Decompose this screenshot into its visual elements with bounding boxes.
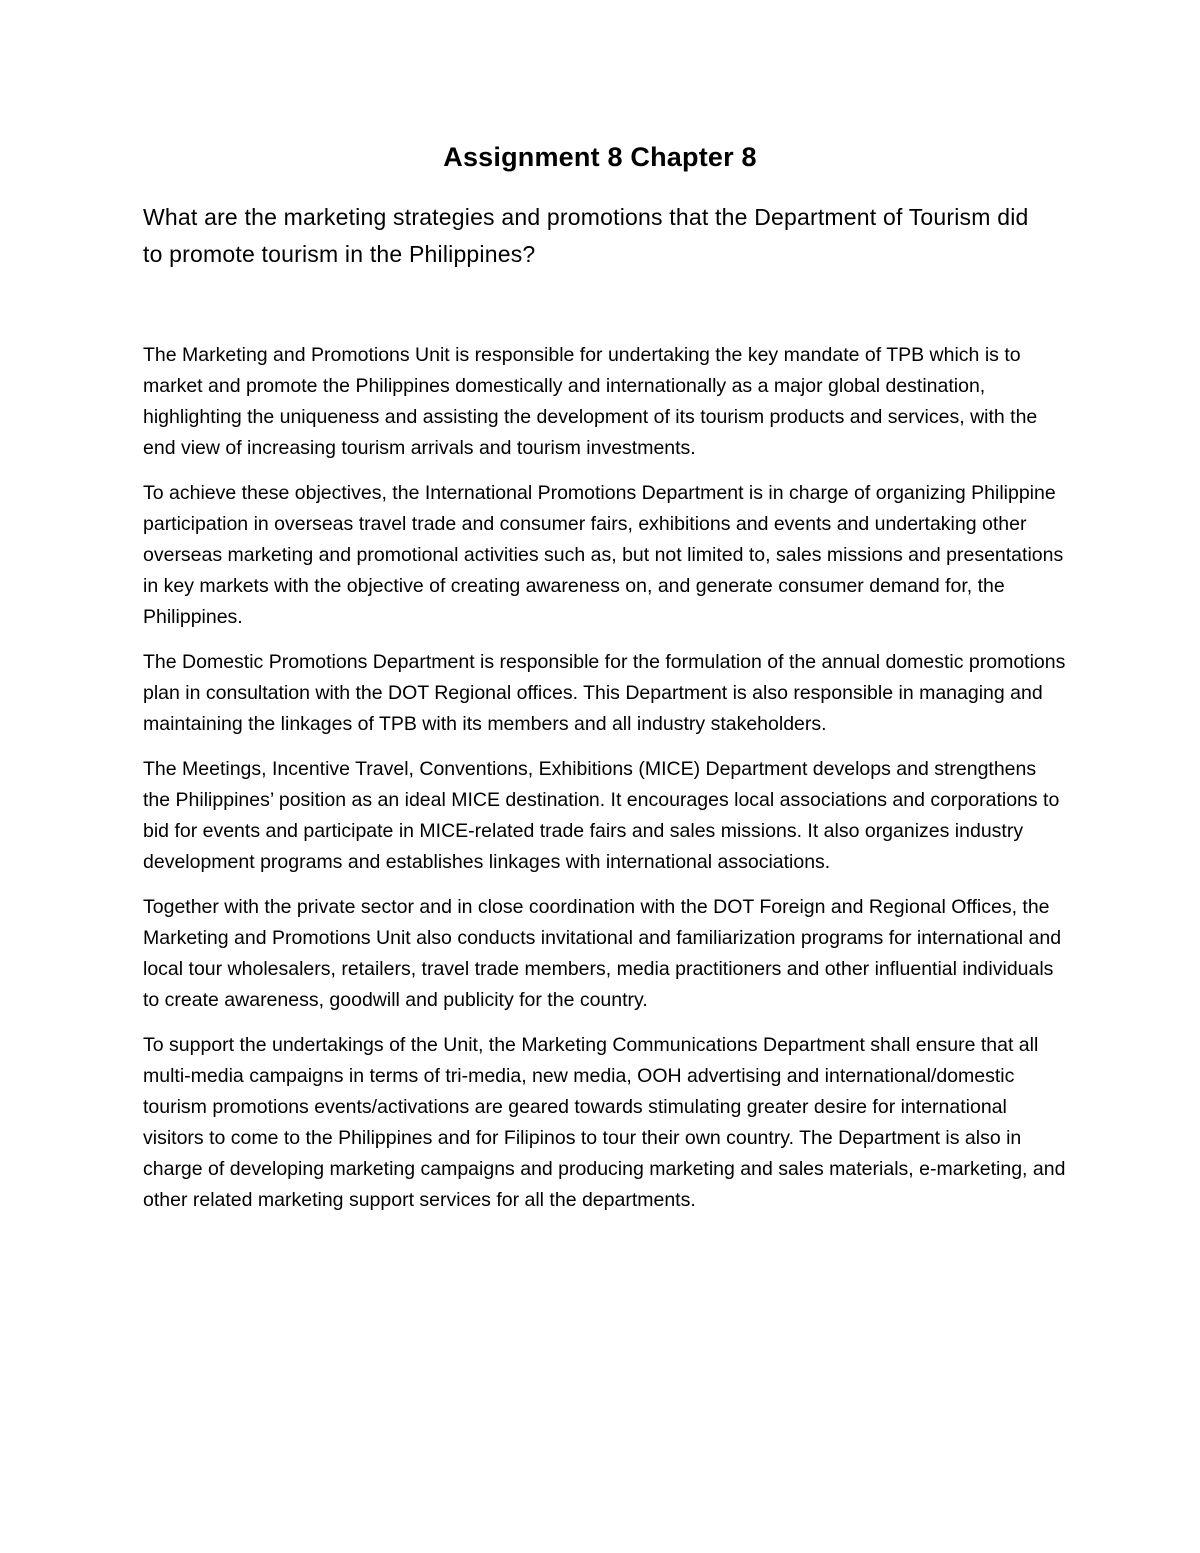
document-body xyxy=(143,340,1068,1230)
document-title: Assignment 8 Chapter 8 xyxy=(443,142,757,172)
paragraph-marketing-promotions-unit: The Marketing and Promotions Unit is responsible for undertaking the key mandate of TPB which is to market and promote the Philippines domestically and internationally as a major global destination, highlighting the uniqueness and assisting the development of its tourism products and services, with the end view of increasing tourism arrivals and tourism investments. xyxy=(143,344,1038,459)
question-text: What are the marketing strategies and promotions that the Department of Tourism did to promote tourism in the Philippines? xyxy=(143,204,1029,267)
paragraph-international-promotions: To achieve these objectives, the International Promotions Department is in charge of organizing Philippine participation in overseas travel trade and consumer fairs, exhibitions and events and undertaking other overseas marketing and promotional activities such as, but not limited to, sales missions and presentations in key markets with the objective of creating awareness on, and generate consumer demand for, the Philippines. xyxy=(143,482,1064,628)
paragraph-marketing-communications: To support the undertakings of the Unit, the Marketing Communications Department shall ensure that all multi-media campaigns in terms of tri-media, new media, OOH advertising and international/domestic tourism promotions events/activations are geared towards stimulating greater desire for international visitors to come to the Philippines and for Filipinos to tour their own country. The Department is also in charge of developing marketing campaigns and producing marketing and sales materials, e-marketing, and other related marketing support services for all the departments. xyxy=(143,1034,1066,1211)
paragraph-private-sector-coordination: Together with the private sector and in close coordination with the DOT Foreign and Regional Offices, the Marketing and Promotions Unit also conducts invitational and familiarization programs for international and local tour wholesalers, retailers, travel trade members, media practitioners and other influential individuals to create awareness, goodwill and publicity for the country. xyxy=(143,896,1062,1011)
paragraph-mice-department: The Meetings, Incentive Travel, Conventions, Exhibitions (MICE) Department develops and strengthens the Philippines’ position as an ideal MICE destination. It encourages local associations and corporations to bid for events and participate in MICE-related trade fairs and sales missions. It also organizes industry development programs and establishes linkages with international associations. xyxy=(143,758,1060,873)
paragraph-domestic-promotions: The Domestic Promotions Department is responsible for the formulation of the annual domestic promotions plan in consultation with the DOT Regional offices. This Department is also responsible in managing and maintaining the linkages of TPB with its members and all industry stakeholders. xyxy=(143,651,1066,735)
